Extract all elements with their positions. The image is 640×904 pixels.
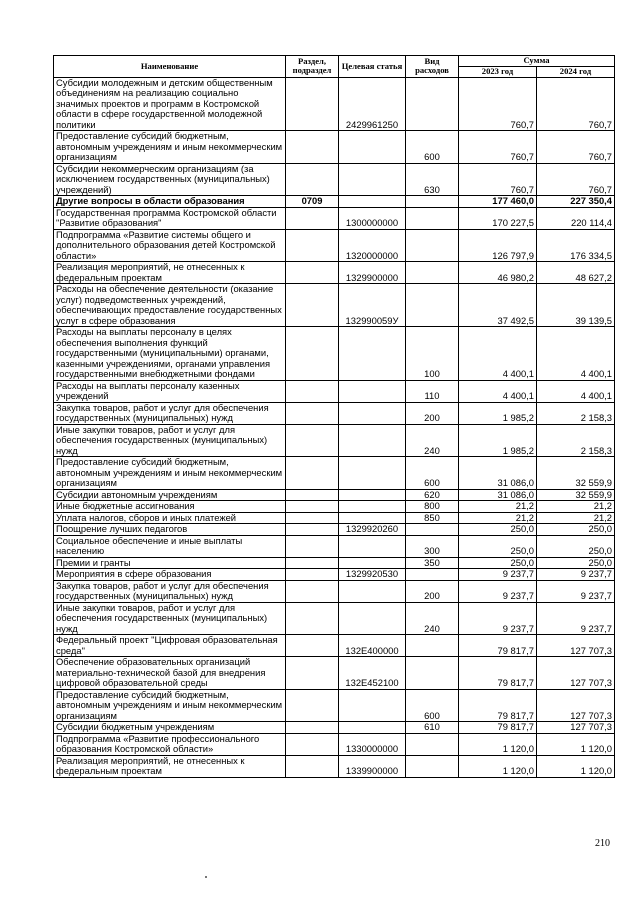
- cell-target: [339, 402, 406, 424]
- table-row: [54, 207, 615, 229]
- cell-name: Реализация мероприятий, не отнесенных к федеральным проектам: [54, 262, 286, 284]
- cell-kind: 850: [406, 512, 459, 524]
- table-row: [54, 402, 615, 424]
- cell-target: [339, 689, 406, 722]
- table-row: [54, 512, 615, 524]
- cell-sum-2023: 177 460,0: [459, 196, 537, 208]
- cell-sum-2023: 21,2: [459, 512, 537, 524]
- cell-sum-2024: 2 158,3: [537, 424, 615, 457]
- cell-sum-2024: 250,0: [537, 557, 615, 569]
- cell-name: Реализация мероприятий, не отнесенных к федеральным проектам: [54, 755, 286, 777]
- cell-sum-2023: 31 086,0: [459, 457, 537, 490]
- cell-name: Федеральный проект "Цифровая образовательная среда": [54, 635, 286, 657]
- cell-sum-2023: 760,7: [459, 131, 537, 164]
- cell-target: 132E400000: [339, 635, 406, 657]
- table-row: [54, 535, 615, 557]
- cell-sum-2023: 126 797,9: [459, 229, 537, 262]
- cell-sum-2023: 760,7: [459, 77, 537, 131]
- header-year-2023: 2023 год: [459, 67, 537, 78]
- table-row: [54, 635, 615, 657]
- cell-name: Предоставление субсидий бюджетным, автономным учреждениям и иным некоммерческим организациям: [54, 457, 286, 490]
- cell-sum-2024: 250,0: [537, 535, 615, 557]
- cell-name: Субсидии некоммерческим организациям (за исключением государственных (муниципальных) учреждений): [54, 163, 286, 196]
- header-target: Целевая статья: [339, 56, 406, 78]
- cell-sum-2023: 9 237,7: [459, 569, 537, 581]
- budget-table: [53, 55, 615, 778]
- cell-target: [339, 512, 406, 524]
- cell-kind: 200: [406, 402, 459, 424]
- cell-sum-2024: 4 400,1: [537, 327, 615, 381]
- cell-section: [286, 402, 339, 424]
- cell-name: Предоставление субсидий бюджетным, автономным учреждениям и иным некоммерческим организациям: [54, 689, 286, 722]
- cell-target: [339, 557, 406, 569]
- cell-sum-2024: 127 707,3: [537, 689, 615, 722]
- table-row: [54, 327, 615, 381]
- cell-sum-2024: 9 237,7: [537, 569, 615, 581]
- cell-sum-2024: 227 350,4: [537, 196, 615, 208]
- cell-target: [339, 489, 406, 501]
- cell-sum-2024: 21,2: [537, 501, 615, 513]
- cell-target: [339, 501, 406, 513]
- table-row: [54, 196, 615, 208]
- cell-sum-2024: 760,7: [537, 163, 615, 196]
- cell-kind: [406, 207, 459, 229]
- cell-section: [286, 457, 339, 490]
- cell-section: [286, 424, 339, 457]
- table-body: [54, 77, 615, 777]
- cell-name: Предоставление субсидий бюджетным, автономным учреждениям и иным некоммерческим организациям: [54, 131, 286, 164]
- cell-target: 1339900000: [339, 755, 406, 777]
- cell-sum-2024: 760,7: [537, 77, 615, 131]
- cell-sum-2023: 760,7: [459, 163, 537, 196]
- cell-section: [286, 733, 339, 755]
- cell-name: Другие вопросы в области образования: [54, 196, 286, 208]
- cell-sum-2023: 1 120,0: [459, 755, 537, 777]
- page-number: 210: [595, 838, 610, 849]
- cell-section: [286, 262, 339, 284]
- cell-sum-2023: 79 817,7: [459, 657, 537, 690]
- cell-sum-2024: 127 707,3: [537, 635, 615, 657]
- cell-name: Субсидии бюджетным учреждениям: [54, 722, 286, 734]
- cell-target: [339, 196, 406, 208]
- cell-target: 1330000000: [339, 733, 406, 755]
- cell-name: Подпрограмма «Развитие профессионального образования Костромской области»: [54, 733, 286, 755]
- cell-target: [339, 580, 406, 602]
- cell-name: Уплата налогов, сборов и иных платежей: [54, 512, 286, 524]
- header-year-2024: 2024 год: [537, 67, 615, 78]
- cell-sum-2023: 9 237,7: [459, 602, 537, 635]
- cell-kind: 110: [406, 380, 459, 402]
- table-row: [54, 424, 615, 457]
- cell-target: 1300000000: [339, 207, 406, 229]
- cell-kind: 600: [406, 689, 459, 722]
- cell-kind: 600: [406, 457, 459, 490]
- cell-name: Субсидии автономным учреждениям: [54, 489, 286, 501]
- cell-sum-2023: 170 227,5: [459, 207, 537, 229]
- cell-sum-2023: 250,0: [459, 524, 537, 536]
- cell-name: Иные закупки товаров, работ и услуг для обеспечения государственных (муниципальных) нужд: [54, 602, 286, 635]
- table-row: [54, 380, 615, 402]
- cell-name: Расходы на обеспечение деятельности (оказание услуг) подведомственных учреждений, обеспечивающих предоставление государственных услуг в сфере образования: [54, 284, 286, 327]
- cell-section: [286, 569, 339, 581]
- cell-target: [339, 327, 406, 381]
- cell-section: [286, 580, 339, 602]
- cell-sum-2024: 127 707,3: [537, 722, 615, 734]
- cell-name: Премии и гранты: [54, 557, 286, 569]
- cell-sum-2024: 9 237,7: [537, 580, 615, 602]
- scan-speck: [205, 876, 207, 878]
- cell-name: Подпрограмма «Развитие системы общего и дополнительного образования детей Костромской области»: [54, 229, 286, 262]
- cell-target: [339, 163, 406, 196]
- cell-sum-2023: 1 120,0: [459, 733, 537, 755]
- cell-sum-2024: 220 114,4: [537, 207, 615, 229]
- cell-sum-2024: 127 707,3: [537, 657, 615, 690]
- cell-name: Расходы на выплаты персоналу в целях обеспечения выполнения функций государственными (муниципальными) органами, казенными учреждениями, органами управления государственными внебюджетными фондами: [54, 327, 286, 381]
- table-row: [54, 722, 615, 734]
- cell-section: [286, 602, 339, 635]
- table-row: [54, 163, 615, 196]
- cell-kind: [406, 569, 459, 581]
- header-sum: Сумма: [459, 56, 615, 67]
- cell-name: Иные закупки товаров, работ и услуг для обеспечения государственных (муниципальных) нужд: [54, 424, 286, 457]
- cell-section: [286, 284, 339, 327]
- cell-section: [286, 380, 339, 402]
- cell-sum-2023: 1 985,2: [459, 424, 537, 457]
- table-row: [54, 284, 615, 327]
- cell-name: Государственная программа Костромской области "Развитие образования": [54, 207, 286, 229]
- cell-section: [286, 535, 339, 557]
- cell-name: Поощрение лучших педагогов: [54, 524, 286, 536]
- cell-kind: [406, 262, 459, 284]
- cell-section: [286, 524, 339, 536]
- cell-kind: [406, 635, 459, 657]
- cell-sum-2023: 4 400,1: [459, 327, 537, 381]
- cell-name: Иные бюджетные ассигнования: [54, 501, 286, 513]
- cell-kind: [406, 196, 459, 208]
- cell-name: Субсидии молодежным и детским общественным объединениям на реализацию социально значимых проектов и программ в Костромской области в сфере государственной молодежной политики: [54, 77, 286, 131]
- cell-section: [286, 131, 339, 164]
- cell-name: Расходы на выплаты персоналу казенных учреждений: [54, 380, 286, 402]
- cell-sum-2024: 48 627,2: [537, 262, 615, 284]
- cell-sum-2023: 250,0: [459, 535, 537, 557]
- table-row: [54, 457, 615, 490]
- table-row: [54, 229, 615, 262]
- cell-sum-2024: 176 334,5: [537, 229, 615, 262]
- cell-target: [339, 424, 406, 457]
- cell-sum-2023: 31 086,0: [459, 489, 537, 501]
- cell-kind: 300: [406, 535, 459, 557]
- cell-target: [339, 131, 406, 164]
- table-row: [54, 489, 615, 501]
- cell-sum-2023: 46 980,2: [459, 262, 537, 284]
- cell-section: [286, 512, 339, 524]
- cell-kind: 240: [406, 602, 459, 635]
- cell-kind: [406, 284, 459, 327]
- cell-section: [286, 501, 339, 513]
- cell-kind: 630: [406, 163, 459, 196]
- cell-section: [286, 722, 339, 734]
- cell-kind: [406, 229, 459, 262]
- cell-kind: [406, 657, 459, 690]
- cell-sum-2024: 2 158,3: [537, 402, 615, 424]
- cell-target: [339, 457, 406, 490]
- cell-sum-2024: 32 559,9: [537, 489, 615, 501]
- cell-name: Закупка товаров, работ и услуг для обеспечения государственных (муниципальных) нужд: [54, 580, 286, 602]
- cell-kind: 800: [406, 501, 459, 513]
- cell-sum-2024: 39 139,5: [537, 284, 615, 327]
- table-row: [54, 569, 615, 581]
- cell-target: [339, 602, 406, 635]
- cell-sum-2023: 79 817,7: [459, 722, 537, 734]
- cell-name: Обеспечение образовательных организаций материально-технической базой для внедрения цифровой образовательной среды: [54, 657, 286, 690]
- cell-sum-2024: 250,0: [537, 524, 615, 536]
- header-section: Раздел, подраздел: [286, 56, 339, 78]
- cell-sum-2023: 9 237,7: [459, 580, 537, 602]
- cell-sum-2023: 4 400,1: [459, 380, 537, 402]
- cell-sum-2024: 4 400,1: [537, 380, 615, 402]
- cell-section: [286, 327, 339, 381]
- cell-section: [286, 635, 339, 657]
- cell-kind: [406, 77, 459, 131]
- cell-kind: [406, 733, 459, 755]
- cell-target: 2429961250: [339, 77, 406, 131]
- cell-section: [286, 229, 339, 262]
- table-row: [54, 657, 615, 690]
- cell-target: 1329920260: [339, 524, 406, 536]
- cell-target: 1320000000: [339, 229, 406, 262]
- table-row: [54, 262, 615, 284]
- cell-section: [286, 557, 339, 569]
- cell-kind: 100: [406, 327, 459, 381]
- cell-sum-2023: 37 492,5: [459, 284, 537, 327]
- cell-target: [339, 535, 406, 557]
- cell-name: Закупка товаров, работ и услуг для обеспечения государственных (муниципальных) нужд: [54, 402, 286, 424]
- cell-target: 1329920530: [339, 569, 406, 581]
- cell-sum-2024: 760,7: [537, 131, 615, 164]
- cell-section: 0709: [286, 196, 339, 208]
- cell-sum-2024: 32 559,9: [537, 457, 615, 490]
- cell-target: 132990059У: [339, 284, 406, 327]
- cell-target: 1329900000: [339, 262, 406, 284]
- cell-section: [286, 657, 339, 690]
- cell-name: Социальное обеспечение и иные выплаты населению: [54, 535, 286, 557]
- cell-section: [286, 77, 339, 131]
- table-row: [54, 755, 615, 777]
- header-kind: Вид расходов: [406, 56, 459, 78]
- table-row: [54, 733, 615, 755]
- header-name: Наименование: [54, 56, 286, 78]
- cell-name: Мероприятия в сфере образования: [54, 569, 286, 581]
- table-row: [54, 524, 615, 536]
- cell-sum-2023: 250,0: [459, 557, 537, 569]
- table-row: [54, 131, 615, 164]
- cell-kind: 350: [406, 557, 459, 569]
- table-row: [54, 602, 615, 635]
- cell-sum-2023: 79 817,7: [459, 635, 537, 657]
- cell-kind: 620: [406, 489, 459, 501]
- cell-sum-2024: 21,2: [537, 512, 615, 524]
- cell-sum-2023: 79 817,7: [459, 689, 537, 722]
- cell-kind: 240: [406, 424, 459, 457]
- cell-kind: 610: [406, 722, 459, 734]
- cell-sum-2024: 1 120,0: [537, 733, 615, 755]
- cell-kind: [406, 755, 459, 777]
- cell-sum-2024: 1 120,0: [537, 755, 615, 777]
- table-row: [54, 77, 615, 131]
- cell-section: [286, 163, 339, 196]
- cell-sum-2024: 9 237,7: [537, 602, 615, 635]
- cell-target: 132E452100: [339, 657, 406, 690]
- cell-section: [286, 489, 339, 501]
- cell-target: [339, 380, 406, 402]
- cell-section: [286, 207, 339, 229]
- cell-sum-2023: 1 985,2: [459, 402, 537, 424]
- cell-kind: [406, 524, 459, 536]
- cell-section: [286, 689, 339, 722]
- cell-section: [286, 755, 339, 777]
- table-row: [54, 501, 615, 513]
- table-row: [54, 580, 615, 602]
- table-row: [54, 689, 615, 722]
- cell-kind: 600: [406, 131, 459, 164]
- cell-kind: 200: [406, 580, 459, 602]
- table-row: [54, 557, 615, 569]
- cell-sum-2023: 21,2: [459, 501, 537, 513]
- cell-target: [339, 722, 406, 734]
